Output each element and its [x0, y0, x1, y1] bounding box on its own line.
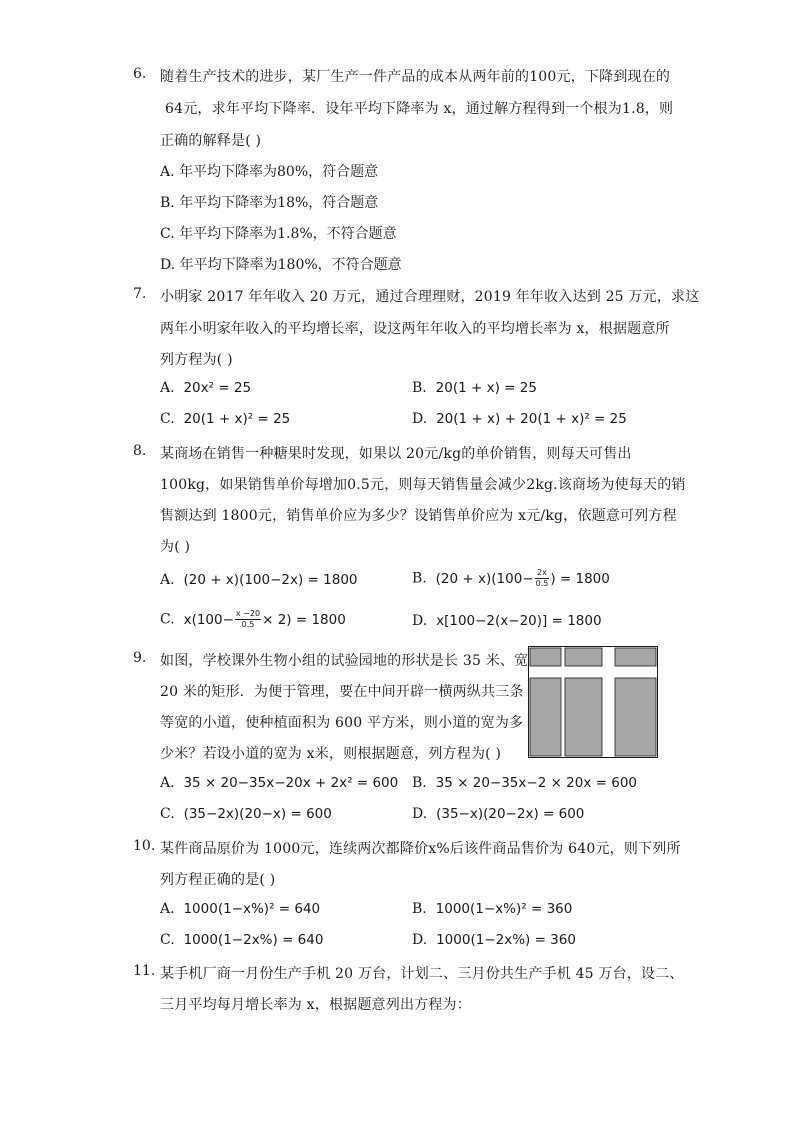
question-text-line: 某商场在销售一种糖果时发现，如果以 20元/kg的单价销售，则每天可售出: [160, 446, 632, 462]
option-a-formula: 20x² = 25: [183, 380, 252, 396]
question-text-line: 等宽的小道，使种植面积为 600 平方米，则小道的宽为多: [160, 715, 524, 731]
question-text-line: 少米？若设小道的宽为 x米，则根据题意，列方程为( ): [160, 746, 502, 762]
question-number: 7.: [133, 286, 147, 302]
option-b: B. 年平均下降率为18%，符合题意: [160, 195, 379, 211]
option-c-formula: 1000(1−2x%) = 640: [183, 932, 324, 948]
question-text-line: 列方程正确的是( ): [160, 872, 276, 888]
option-d: D. 年平均下降率为180%，不符合题意: [160, 257, 402, 273]
question-text-line: 两年小明家年收入的平均增长率，设这两年年收入的平均增长率为 x，根据题意所: [160, 321, 670, 337]
option-d: D. x[100−2(x−20)] = 1800: [412, 613, 602, 629]
option-b: B. (20 + x)(100− $\frac{2x}{0.5}$ ) = 1800: [412, 568, 610, 588]
option-d: D. 1000(1−2x%) = 360: [412, 932, 576, 948]
option-b-formula: 35 × 20−35x−2 × 20x = 600: [435, 775, 638, 791]
option-b-formula: (20 + x)(100− $\frac{2x}{0.5}$ ) = 1800: [435, 568, 610, 588]
option-d: D. 20(1 + x) + 20(1 + x)² = 25: [412, 411, 627, 427]
option-d-formula: (35−x)(20−2x) = 600: [436, 806, 585, 822]
garden-plot-figure: [528, 646, 658, 758]
plot-bed: [530, 648, 561, 666]
question-text-line: 某件商品原价为 1000元，连续两次都降价x%后该件商品售价为 640元，则下列所: [160, 841, 681, 857]
option-c: C. 年平均下降率为1.8%，不符合题意: [160, 226, 397, 242]
option-d-formula: 20(1 + x) + 20(1 + x)² = 25: [436, 411, 627, 427]
option-c: C. x(100− $\frac{x -20}{0.5}$ × 2) = 1800: [160, 609, 346, 629]
option-b: B. 1000(1−x%)² = 360: [412, 901, 573, 917]
question-text-line: 64元，求年平均下降率．设年平均下降率为 x，通过解方程得到一个根为1.8，则: [165, 101, 674, 117]
question-number: 8.: [133, 443, 147, 459]
option-a: A. 20x² = 25: [160, 380, 252, 396]
option-d-formula: 1000(1−2x%) = 360: [436, 932, 576, 948]
option-a-formula: (20 + x)(100−2x) = 1800: [183, 572, 358, 588]
plot-bed: [615, 648, 656, 666]
option-c-formula: 20(1 + x)² = 25: [183, 411, 291, 427]
question-text-line: 某手机厂商一月份生产手机 20 万台，计划二、三月份共生产手机 45 万台，设二、: [160, 966, 684, 982]
option-d: D. (35−x)(20−2x) = 600: [412, 806, 585, 822]
option-c: C. 20(1 + x)² = 25: [160, 411, 291, 427]
option-b: B. 20(1 + x) = 25: [412, 380, 537, 396]
option-b: B. 35 × 20−35x−2 × 20x = 600: [412, 775, 638, 791]
option-a: A. 年平均下降率为80%，符合题意: [160, 164, 379, 180]
plot-bed: [615, 678, 656, 756]
question-text-line: 小明家 2017 年年收入 20 万元，通过合理理财，2019 年年收入达到 25 万元，求这: [160, 289, 700, 305]
option-a-formula: 1000(1−x%)² = 640: [183, 901, 321, 917]
plot-bed: [565, 648, 602, 666]
question-text-line: 随着生产技术的进步，某厂生产一件产品的成本从两年前的100元，下降到现在的: [160, 69, 671, 85]
option-a: A. (20 + x)(100−2x) = 1800: [160, 572, 358, 588]
question-text-line: 列方程为( ): [160, 352, 233, 368]
fraction: $\frac{x -20}{0.5}$: [235, 609, 261, 629]
option-b-formula: 1000(1−x%)² = 360: [435, 901, 573, 917]
plot-bed: [565, 678, 602, 756]
option-c-formula: (35−2x)(20−x) = 600: [183, 806, 332, 822]
option-c-formula: x(100− $\frac{x -20}{0.5}$ × 2) = 1800: [183, 609, 346, 629]
option-a: A. 35 × 20−35x−20x + 2x² = 600: [160, 775, 399, 791]
option-a: A. 1000(1−x%)² = 640: [160, 901, 321, 917]
question-text-line: 售额达到 1800元，销售单价应为多少？设销售单价应为 x元/kg，依题意可列方程: [160, 508, 677, 524]
question-number: 9.: [133, 650, 147, 666]
option-b-formula: 20(1 + x) = 25: [435, 380, 537, 396]
question-text-line: 如图，学校课外生物小组的试验园地的形状是长 35 米、宽: [160, 653, 529, 669]
option-c: C. (35−2x)(20−x) = 600: [160, 806, 332, 822]
question-text-line: 正确的解释是( ): [160, 133, 262, 149]
question-text-line: 三月平均每月增长率为 x，根据题意列出方程为：: [160, 997, 471, 1013]
option-a-formula: 35 × 20−35x−20x + 2x² = 600: [183, 775, 399, 791]
fraction: $\frac{2x}{0.5}$: [535, 568, 549, 588]
question-text-line: 20 米的矩形．为便于管理，要在中间开辟一横两纵共三条: [160, 684, 524, 700]
question-number: 6.: [133, 66, 147, 82]
question-text-line: 100kg，如果销售单价每增加0.5元，则每天销售量会减少2kg.该商场为使每天的销: [160, 477, 686, 493]
option-c: C. 1000(1−2x%) = 640: [160, 932, 324, 948]
plot-bed: [530, 678, 561, 756]
question-number: 11.: [133, 963, 156, 979]
question-number: 10.: [133, 838, 156, 854]
option-d-formula: x[100−2(x−20)] = 1800: [436, 613, 602, 629]
question-text-line: 为( ): [160, 539, 191, 555]
